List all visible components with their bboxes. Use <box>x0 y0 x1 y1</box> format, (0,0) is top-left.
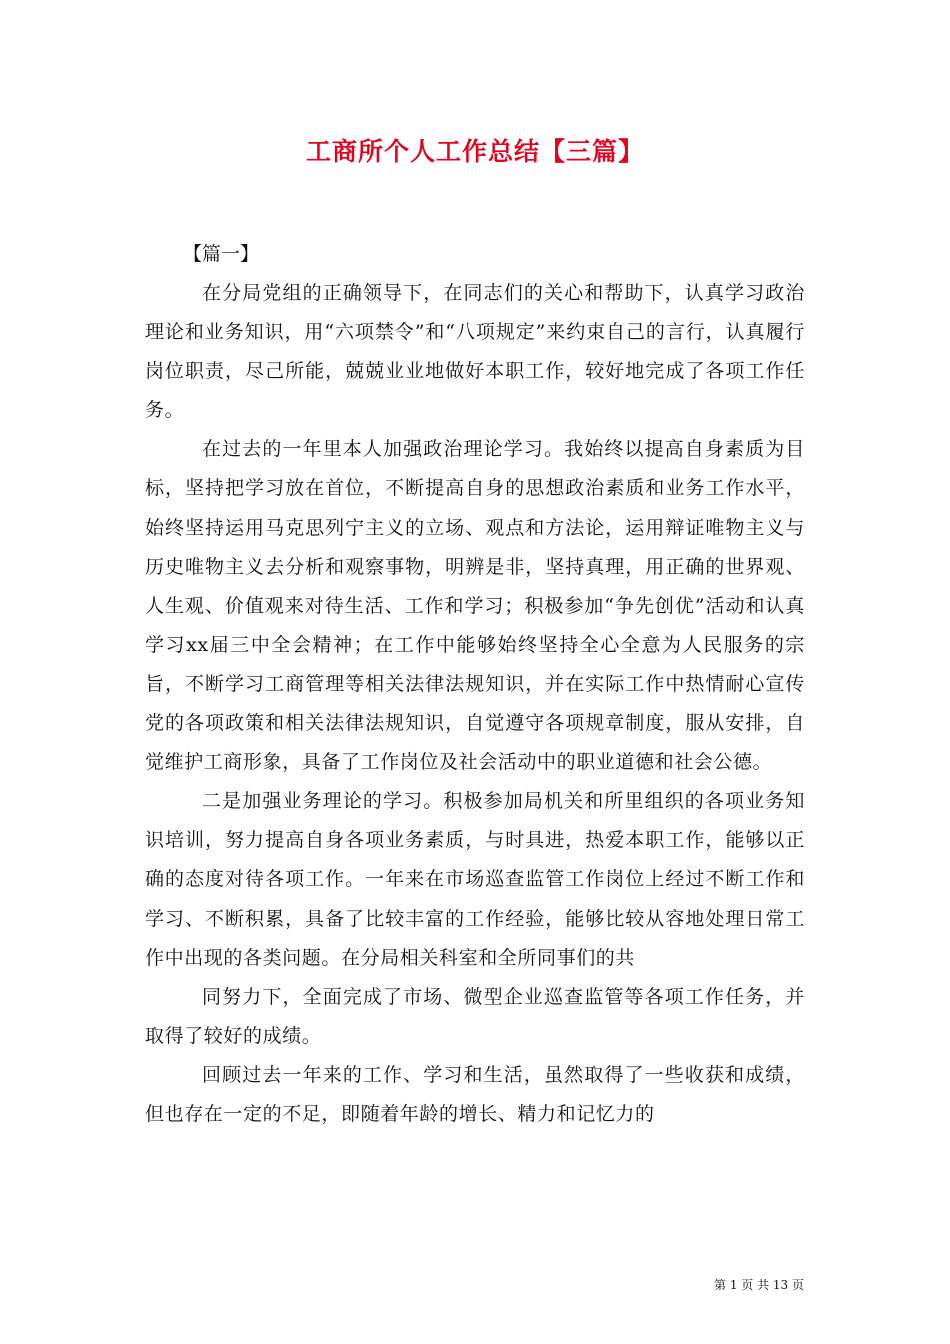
document-title: 工商所个人工作总结【三篇】 <box>305 137 644 166</box>
paragraph-5: 回顾过去一年来的工作、学习和生活，虽然取得了一些收获和成绩，但也存在一定的不足，即随着年龄的增长、精力和记忆力的 <box>145 1063 805 1125</box>
paragraph-1: 在分局党组的正确领导下，在同志们的关心和帮助下，认真学习政治理论和业务知识，用“六项禁令”和“八项规定”来约束自己的言行，认真履行岗位职责，尽己所能，兢兢业业地做好本职工作，较好地完成了各项工作任务。 <box>145 282 805 422</box>
paragraph-4: 同努力下，全面完成了市场、微型企业巡查监管等各项工作任务，并取得了较好的成绩。 <box>145 985 805 1047</box>
document-body <box>145 234 805 1134</box>
page-footer: 第 1 页 共 13 页 <box>714 1278 804 1292</box>
paragraph-2: 在过去的一年里本人加强政治理论学习。我始终以提高自身素质为目标，坚持把学习放在首位，不断提高自身的思想政治素质和业务工作水平，始终坚持运用马克思列宁主义的立场、观点和方法论，运用辩证唯物主义与历史唯物主义去分析和观察事物，明辨是非，坚持真理，用正确的世界观、人生观、价值观来对待生活、工作和学习；积极参加“争先创优”活动和认真学习xx届三中全会精神；在工作中能够始终坚持全心全意为人民服务的宗旨，不断学习工商管理等相关法律法规知识，并在实际工作中热情耐心宣传党的各项政策和相关法律法规知识，自觉遵守各项规章制度，服从安排，自觉维护工商形象，具备了工作岗位及社会活动中的职业道德和社会公德。 <box>145 438 805 774</box>
section-label: 【篇一】 <box>183 243 260 265</box>
paragraph-3: 二是加强业务理论的学习。积极参加局机关和所里组织的各项业务知识培训，努力提高自身各项业务素质，与时具进，热爱本职工作，能够以正确的态度对待各项工作。一年来在市场巡查监管工作岗位上经过不断工作和学习、不断积累，具备了比较丰富的工作经验，能够比较从容地处理日常工作中出现的各类问题。在分局相关科室和全所同事们的共 <box>145 790 805 969</box>
